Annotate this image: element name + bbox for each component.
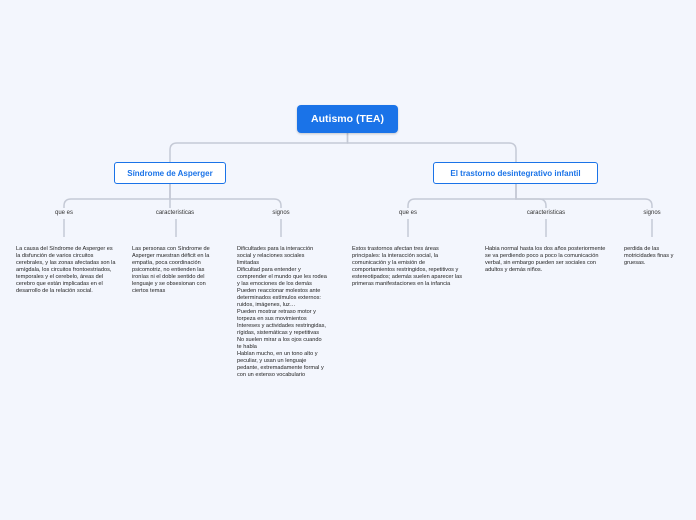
subtopic-label: que es [54, 210, 73, 216]
leaf-tdi-que-es[interactable]: Estos trastornos afectan tres áreas principales: la interacción social, la comunicación y la emisión de comportamientos restringidos, repetitivos y estereotipados; además suelen aparecer las primeras manifestaciones en la infancia [352, 246, 463, 287]
leaf-asperger-caracteristicas[interactable]: Las personas con Síndrome de Asperger muestran déficit en la empatía, poca coordinación psicomotriz, no entienden las ironías ni el doble sentido del lenguaje y se obsesionan con ciertos temas [132, 246, 210, 294]
main-topic-label: El trastorno desintegrativo infantil [450, 168, 581, 178]
connector-tdi-signos [516, 184, 652, 208]
main-topic-trastorno-desintegrativo[interactable] [433, 162, 598, 184]
leaf-asperger-que-es[interactable]: La causa del Síndrome de Asperger es la disfunción de varios circuitos cerebrales, y las zonas afectadas son la amígdala, los circuitos frontoestriados, temporales y el cerebelo, áreas del cerebro que están implicadas en el desarrollo de la relación social. [16, 246, 116, 294]
connector-root-asperger [170, 133, 348, 162]
leaf-tdi-caracteristicas[interactable]: Habia normal hasta los dos años posteriormente se va perdiendo poco a poco la comunicación verbal, sin embargo pueden ser sociales con adultos y demás niños. [485, 246, 606, 273]
main-topic-label: Síndrome de Asperger [127, 168, 213, 178]
subtopic-asperger-signos[interactable] [241, 208, 321, 218]
leaf-asperger-signos[interactable]: Dificultades para la interacción social y relaciones sociales limitadas Dificultad para entender y comprender el mundo que les rodea y las emociones de los demás Pueden reaccionar molestos ante determinados estímulos externos: ruidos, imágenes, luz… Pueden mostrar retraso motor y torpeza en sus movimientos Intereses y actividades restringidas, rígidas, sistemáticas y repetitivas No suelen mirar a los ojos cuando te habla Hablan mucho, en un tono alto y peculiar, y usan un lenguaje pedante, extremadamente formal y con un extenso vocabulario [237, 246, 327, 378]
subtopic-label: signos [272, 210, 290, 216]
subtopic-tdi-caracteristicas[interactable] [506, 208, 586, 218]
connector-asperger-signos [170, 184, 281, 208]
leaf-tdi-signos[interactable]: perdida de las motricidades finas y gruesas. [624, 246, 674, 266]
subtopic-asperger-caracteristicas[interactable] [135, 208, 215, 218]
subtopic-label: signos [643, 210, 661, 216]
connector-tdi-quees [408, 184, 516, 208]
main-topic-asperger[interactable] [114, 162, 226, 184]
connector-root-tdi [348, 133, 517, 162]
connector-asperger-quees [64, 184, 170, 208]
root-topic-label: Autismo (TEA) [311, 113, 384, 125]
connector-tdi-caracteristicas [516, 184, 546, 208]
root-topic[interactable] [297, 105, 398, 133]
subtopic-tdi-que-es[interactable] [368, 208, 448, 218]
subtopic-label: caracteristicas [526, 210, 566, 216]
subtopic-tdi-signos[interactable] [612, 208, 692, 218]
subtopic-label: caracteristicas [155, 210, 195, 216]
subtopic-label: que es [398, 210, 417, 216]
subtopic-asperger-que-es[interactable] [24, 208, 104, 218]
